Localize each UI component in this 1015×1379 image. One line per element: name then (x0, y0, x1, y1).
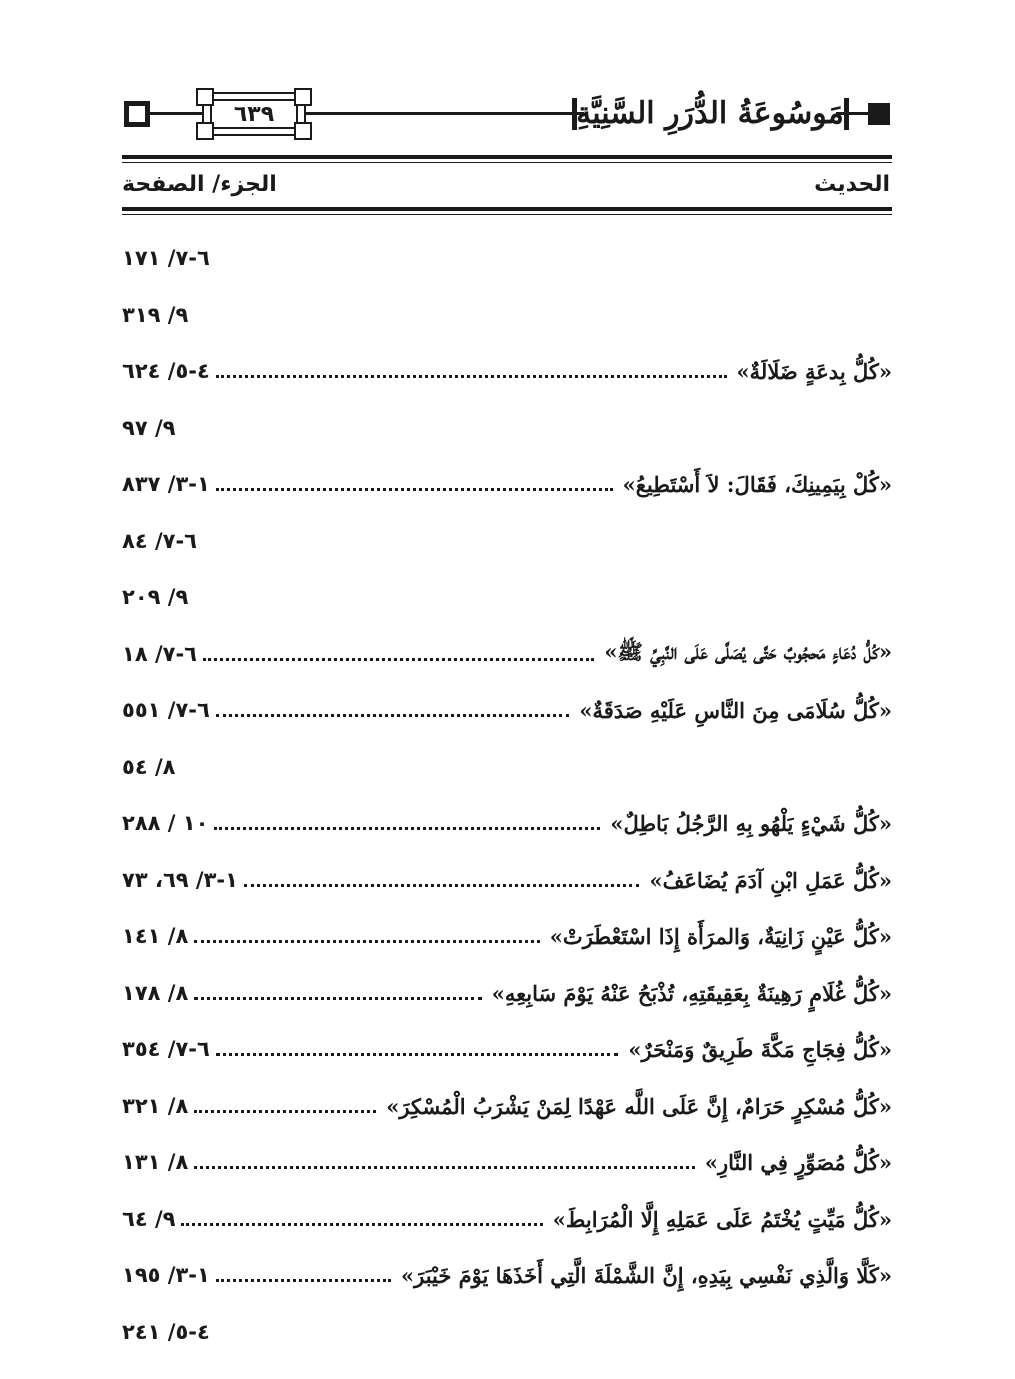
leader-dots (203, 658, 594, 661)
volume-page-reference: ٨/ ١٤١ (122, 924, 189, 948)
frame-corner-ornament (294, 88, 312, 106)
index-entry (122, 860, 892, 900)
column-header-hadith: الحديث (814, 172, 890, 197)
hadith-text: «كُلُّ عَمَلِ ابْنِ آدَمَ يُضَاعَفُ» (649, 867, 892, 893)
leader-dots (194, 1166, 695, 1169)
hadith-text: «كُلُّ مُصَوِّرٍ فِي النَّارِ» (704, 1149, 892, 1175)
index-entry (122, 916, 892, 956)
header-rule-bottom-thin (122, 214, 892, 215)
volume-page-reference: ٩/ ٣١٩ (122, 303, 189, 327)
book-title: مَوسُوعَةُ الدُّرَرِ السَّنِيَّةِ (576, 95, 844, 131)
leader-dots (216, 488, 613, 491)
hadith-text: «كُلُّ شَيْءٍ يَلْهُو بِهِ الرَّجُلُ بَاطِلٌ» (610, 810, 892, 836)
index-entry (122, 1255, 892, 1295)
leader-dots (181, 1223, 542, 1226)
leader-dots (216, 1279, 391, 1282)
leader-dots (216, 714, 570, 717)
index-entry (122, 973, 892, 1013)
index-entry (122, 464, 892, 504)
hadith-text: «كُلُّ دُعَاءٍ مَحجُوبٌ حَتَّى يُصَلَّى عَلَى النَّبِيِّ ﷺ» (604, 638, 892, 664)
volume-page-reference: ٤-٥/ ٦٢٤ (122, 359, 210, 383)
volume-page-reference: ٨/ ١٣١ (122, 1150, 189, 1174)
leader-dots (194, 997, 481, 1000)
frame-corner-ornament (294, 122, 312, 140)
hadith-text: «كُلُّ مُسْكِرٍ حَرَامٌ، إِنَّ عَلَى اللَّه عَهْدًا لِمَنْ يَشْرَبُ الْمُسْكِرَ» (386, 1093, 892, 1119)
right-square-ornament (868, 103, 890, 125)
hadith-text: «كَلَّا وَالَّذِي نَفْسِي بِيَدِهِ، إِنَّ الشَّمْلَةَ الَّتِي أَخَذَهَا يَوْمَ خَيْبَرَ» (401, 1262, 892, 1288)
index-entry (122, 634, 892, 674)
index-entry (122, 351, 892, 391)
leader-dots (194, 1110, 376, 1113)
index-entry (122, 747, 892, 787)
index-entry (122, 238, 892, 278)
hadith-text: «كُلُّ مَيِّتٍ يُخْتَمُ عَلَى عَمَلِهِ إِلَّا الْمُرَابِطَ» (552, 1206, 892, 1232)
index-entry (122, 1199, 892, 1239)
title-divider (844, 98, 849, 130)
index-entry (122, 803, 892, 843)
hadith-text: «كُلْ بِيَمِينِكَ، فَقَالَ: لاَ أَسْتَطِيعُ» (622, 471, 892, 497)
hadith-text: «كُلُّ فِجَاجِ مَكَّةَ طَرِيقٌ وَمَنْحَرٌ» (628, 1036, 892, 1062)
leader-dots (214, 827, 600, 830)
volume-page-reference: ٦-٧/ ١٧١ (122, 246, 210, 270)
volume-page-reference: ٨/ ١٧٨ (122, 981, 189, 1005)
volume-page-reference: ٩/ ٦٤ (122, 1207, 176, 1231)
index-entry (122, 1086, 892, 1126)
leader-dots (194, 940, 540, 943)
leader-dots (216, 1053, 619, 1056)
index-entry (122, 1029, 892, 1069)
hadith-text: «كُلُّ بِدعَةٍ ضَلَالَةٌ» (736, 358, 892, 384)
volume-page-reference: ١٠ / ٢٨٨ (122, 811, 209, 835)
volume-page-reference: ١-٣/ ٦٩، ٧٣ (122, 868, 238, 892)
frame-corner-ornament (196, 88, 214, 106)
leader-dots (244, 884, 640, 887)
hadith-text: «كُلُّ سُلَامَى مِنَ النَّاسِ عَلَيْهِ صَدَقَةٌ» (579, 697, 892, 723)
index-entry (122, 408, 892, 448)
hadith-text: «كُلُّ غُلَامٍ رَهِينَةٌ بِعَقِيقَتِهِ، تُذْبَحُ عَنْهُ يَوْمَ سَابِعِهِ» (491, 980, 892, 1006)
header-rule-top (122, 155, 892, 159)
volume-page-reference: ٨/ ٥٤ (122, 755, 176, 779)
header-rule-top-thin (122, 162, 892, 163)
left-square-ornament (124, 101, 150, 127)
index-entry (122, 295, 892, 335)
hadith-text: «كُلُّ عَيْنٍ زَانِيَةٌ، وَالمرَأَة إِذَا اسْتَعْطَرَتْ» (549, 923, 892, 949)
leader-dots (216, 375, 727, 378)
header-rule-bottom (122, 207, 892, 211)
page-header (122, 88, 892, 144)
volume-page-reference: ٦-٧/ ٨٤ (122, 529, 197, 553)
volume-page-reference: ٨/ ٣٢١ (122, 1094, 189, 1118)
index-entry (122, 1142, 892, 1182)
volume-page-reference: ١-٣/ ١٩٥ (122, 1263, 210, 1287)
frame-corner-ornament (196, 122, 214, 140)
page-number: ٦٣٩ (233, 101, 275, 127)
index-entry (122, 690, 892, 730)
volume-page-reference: ٦-٧/ ٥٥١ (122, 698, 210, 722)
volume-page-reference: ٦-٧/ ١٨ (122, 642, 197, 666)
volume-page-reference: ٤-٥/ ٢٤١ (122, 1320, 210, 1344)
volume-page-reference: ٦-٧/ ٣٥٤ (122, 1037, 210, 1061)
index-entry (122, 1312, 892, 1352)
index-entry (122, 521, 892, 561)
volume-page-reference: ١-٣/ ٨٣٧ (122, 472, 210, 496)
volume-page-reference: ٩/ ٢٠٩ (122, 585, 189, 609)
column-header-reference: الجزء/ الصفحة (122, 172, 277, 197)
index-entry (122, 577, 892, 617)
page-number-frame (202, 92, 306, 136)
volume-page-reference: ٩/ ٩٧ (122, 416, 176, 440)
book-title-box (576, 88, 844, 138)
